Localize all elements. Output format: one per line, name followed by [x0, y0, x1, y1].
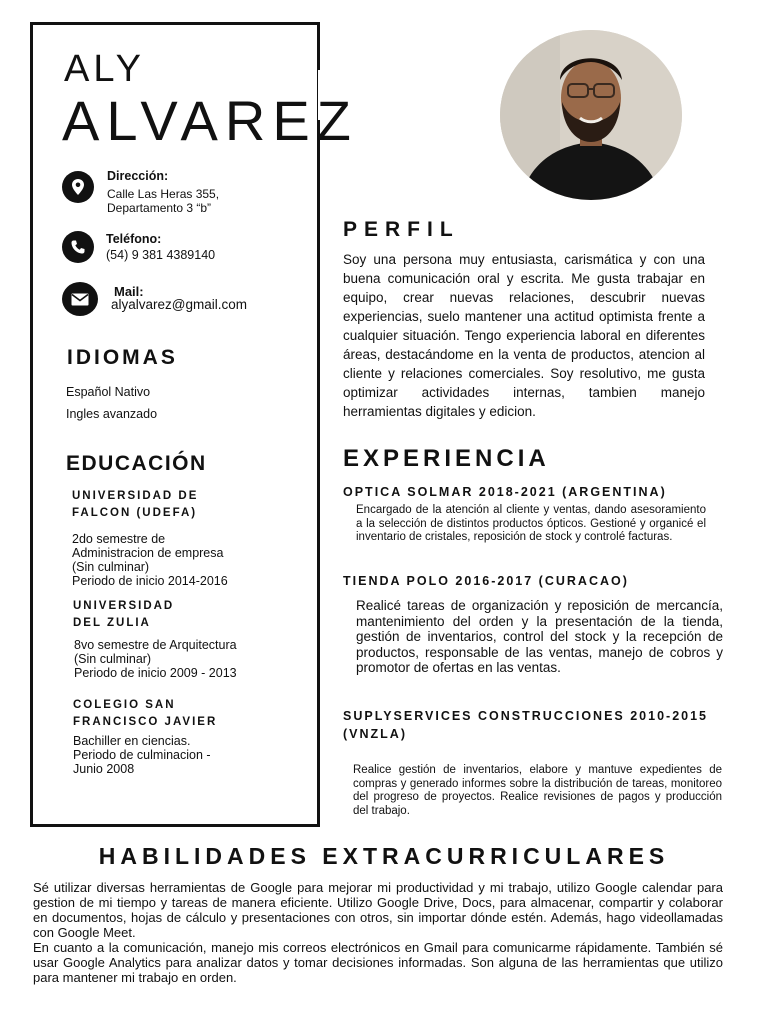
education-details [72, 532, 228, 588]
education-detail-line: Periodo de inicio 2009 - 2013 [74, 666, 237, 680]
education-details [73, 734, 211, 776]
education-detail-line: 2do semestre de [72, 532, 166, 546]
education-detail-line: Bachiller en ciencias. [73, 734, 191, 748]
education-detail-line: (Sin culminar) [74, 652, 152, 666]
school-name-line: UNIVERSIDAD DE [72, 490, 199, 502]
language-item: Español Nativo [66, 385, 151, 399]
mail-icon [62, 282, 98, 316]
address-line-1: Calle Las Heras 355, [107, 187, 220, 201]
language-item: Ingles avanzado [66, 407, 158, 421]
job-description: Encargado de la atención al cliente y ventas, dando asesoramiento a la selección de distintos productos ópticos. Gestioné y organicé el inventario de cristales, reposición de stock y controlé facturas. [356, 504, 706, 543]
school-name-line: DEL ZULIA [73, 617, 151, 629]
phone-icon [62, 231, 94, 263]
first-name: ALY [64, 48, 146, 90]
school-name-line: FRANCISCO JAVIER [73, 716, 218, 728]
skills-title: HABILIDADES EXTRACURRICULARES [98, 843, 670, 869]
profile-text: Soy una persona muy entusiasta, carismática y con una buena comunicación oral y escrita. Me gusta trabajar en equipo, crear nuevas relaciones, descubrir nuevas experiencias, suelo mantener una actitud optimista frente a cualquier situación. Tengo experiencia laboral en diferentes áreas, destacándome en la venta de productos, atencion al cliente y relaciones comerciales. Soy resolutivo, me gusta optimizar actividades internas, tambien manejo herramientas digitales y edicion. [343, 252, 705, 419]
job-title-line: (VNZLA) [343, 727, 407, 741]
sidebar-top-border [30, 22, 320, 25]
school-name [72, 488, 198, 522]
education-detail-line: Periodo de inicio 2014-2016 [72, 574, 228, 588]
mail-value[interactable]: alyalvarez@gmail.com [111, 297, 247, 312]
experience-title: EXPERIENCIA [343, 445, 550, 472]
skills-paragraph: Sé utilizar diversas herramientas de Google para mejorar mi productividad y mi trabajo, utilizo Google calendar para gestion de mi tiempo y tareas de manera eficiente. Utilizo Google Drive, Docs, para almacenar, compartir y colaborar en documentos, hojas de cálculo y presentaciones con otros, sin importar dónde estén. Además, hago videollamadas con Google Meet. [33, 880, 723, 940]
mail-label: Mail: [114, 284, 144, 299]
skills-paragraph: En cuanto a la comunicación, manejo mis correos electrónicos en Gmail para comunicarme rápidamente. También sé usar Google Analytics para analizar datos y tomar decisiones informadas. Son alguna de las herramientas que utilizo para mantener mi trabajo en orden. [33, 940, 723, 985]
education-detail-line: (Sin culminar) [72, 560, 150, 574]
profile-photo [500, 30, 682, 200]
last-name: ALVAREZ [62, 89, 358, 152]
languages-title: IDIOMAS [67, 346, 178, 369]
job-title: OPTICA SOLMAR 2018-2021 (ARGENTINA) [343, 485, 667, 499]
phone-value: (54) 9 381 4389140 [106, 248, 216, 262]
education-detail-line: Administracion de empresa [72, 546, 224, 560]
profile-title: PERFIL [343, 218, 460, 241]
education-detail-line: Junio 2008 [73, 762, 135, 776]
school-name-line: UNIVERSIDAD [73, 600, 175, 612]
school-name [73, 697, 217, 731]
job-title: TIENDA POLO 2016-2017 (CURACAO) [343, 574, 629, 588]
location-icon [62, 171, 94, 203]
school-name-line: COLEGIO SAN [73, 699, 176, 711]
job-description: Realicé tareas de organización y reposición de mercancía, mantenimiento del orden y la presentación de la tienda, gestión de inventarios, control del stock y la recepción de productos, responsable de las ventas, manejo de cobros y promotor de ofertas en las ventas. [356, 598, 723, 675]
address-label: Dirección: [107, 169, 169, 183]
job-title [343, 707, 708, 743]
education-details [74, 638, 237, 680]
job-description: Realice gestión de inventarios, elabore y mantuve expedientes de compras y generado informes sobre la distribución de tareas, monitoreo del progreso de proyectos. Realice revisiones de pagos y producción del trabajo. [353, 764, 722, 817]
school-name-line: FALCON (UDEFA) [72, 507, 198, 519]
education-detail-line: Periodo de culminacion - [73, 748, 211, 762]
address-line-2: Departamento 3 “b” [107, 201, 212, 215]
education-title: EDUCACIÓN [66, 452, 207, 475]
school-name [73, 598, 174, 632]
phone-label: Teléfono: [106, 232, 162, 246]
education-detail-line: 8vo semestre de Arquitectura [74, 638, 237, 652]
skills-text [33, 880, 723, 985]
job-title-line: SUPLYSERVICES CONSTRUCCIONES 2010-2015 [343, 709, 708, 723]
